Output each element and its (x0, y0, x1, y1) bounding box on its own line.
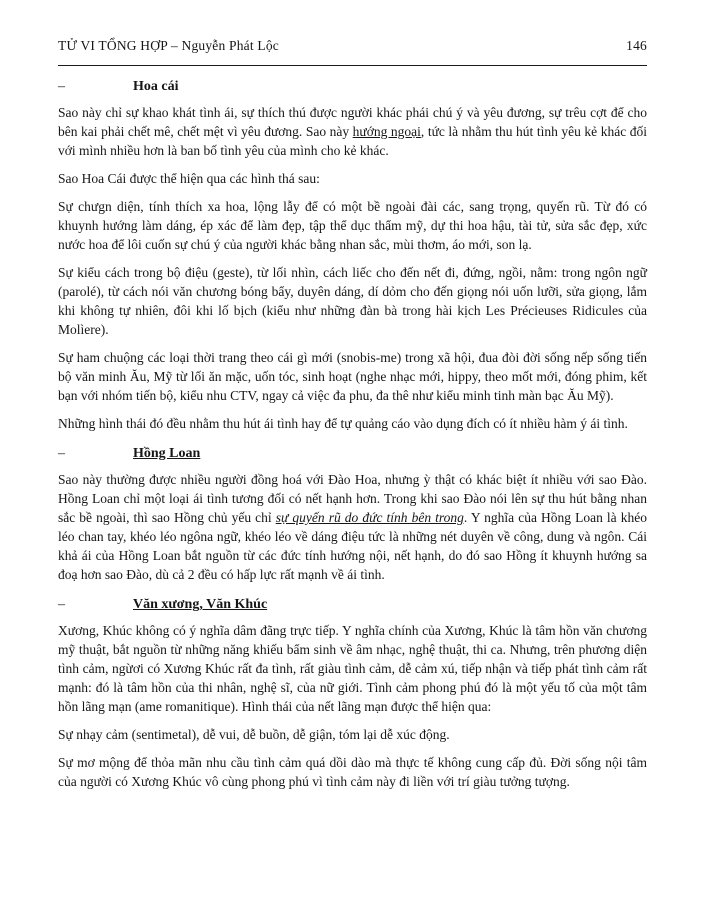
paragraph-text: Sao này chỉ sự khao khát tình ái, sự thích thú được người khác phái chú ý và yêu đương, sự trêu cợt để cho bên kai phải chết mê, chết mệt vì yêu đương. Sao này (58, 105, 647, 139)
underlined-term-huong-ngoai: hướng ngoại (352, 124, 421, 139)
page-number: 146 (626, 38, 647, 53)
paragraph-hong-loan (58, 470, 647, 584)
paragraph-hinh-tha-intro: Sao Hoa Cái được thể hiện qua các hình thá sau: (58, 171, 320, 186)
heading-dash: – (58, 446, 65, 461)
section-heading-van-xuong-van-khuc (58, 597, 647, 613)
page-header (58, 38, 647, 54)
paragraph-text: Sao này thường được nhiều người đồng hoá với Đào Hoa, nhưng ỳ thật có khác biệt ít nhiều với sao Đào. Hồng Loan chỉ một loại ái tình tương đối có nết hạnh hơn. Trong khi sao Đào nói lên sự thu hút bằng nhan sắc bề ngoài, thì sao Hồng chủ yếu chỉ (58, 472, 647, 525)
heading-label: Hồng Loan (133, 446, 201, 461)
paragraph-chung-dien: Sự chưgn diện, tính thích xa hoa, lộng lẫy để có một bề ngoài đài các, sang trọng, quyến rũ. Từ đó có khuynh hướng làm dáng, ép xác để làm đẹp, tập thể dục thẩm mỹ, dự thi hoa hậu, tài tử, sửa sắc đẹp, xức nước hoa để lôi cuốn sự chú ý của người khác bằng nhan sắc, mùi thơm, áo mới, son lạ. (58, 199, 647, 252)
heading-label: Hoa cái (133, 79, 179, 94)
paragraph-mo-mong: Sự mơ mộng để thỏa mãn nhu cầu tình cảm quá dồi dào mà thực tế không cung cấp đủ. Đời sống nội tâm của người có Xương Khúc vô cùng phong phú vì tình cảm này đi liền với trí giàu tưởng tượng. (58, 755, 647, 789)
paragraph-xuong-khuc: Xương, Khúc không có ý nghĩa dâm đãng trực tiếp. Y nghĩa chính của Xương, Khúc là tâm hồn văn chương mỹ thuật, bắt nguồn từ những năng khiếu bẩm sinh về âm nhạc, nghệ thuật, thi ca. Nhưng, trên phương diện tình cảm, ngừơi có Xương Khúc rất đa tình, rất giàu tình cảm, dễ cảm xú, tiếp nhận và tiếp phát tình cảm rất mạnh: đó là tâm hồn của thi nhân, nghệ sĩ, của nữ giới. Tình cảm phong phú đó là một yếu tố của một tâm hồn lãng mạn (ame romanitique). Hình thái của nết lãng mạn được thể hiện qua: (58, 623, 647, 714)
header-rule (58, 65, 647, 66)
heading-dash: – (58, 79, 65, 94)
section-heading-hoa-cai (58, 79, 647, 95)
section-heading-hong-loan (58, 446, 647, 462)
heading-dash: – (58, 597, 65, 612)
heading-label: Văn xương, Văn Khúc (133, 597, 268, 612)
paragraph-text: . Y nghĩa của Hồng Loan là khéo léo chan tay, khéo léo ngôna ngữ, khéo léo về dáng điệu tức là những nét duyên về công, dung và ngôn. Cái khả ái của Hồng Loan bắt nguồn từ các đức tính hướng nội, nết hạnh, do đó sao Hồng ít khuynh hướng sa đoạ hơn sao Đào, dù cả 2 đều có hấp lực rất mạnh về ái tình. (58, 510, 647, 582)
paragraph-khao-khat (58, 103, 647, 160)
paragraph-ham-chuong: Sự ham chuộng các loại thời trang theo cái gì mới (snobis-me) trong xã hội, đua đòi đời sống nếp sống tiến bộ văn minh Ău, Mỹ từ lối ăn mặc, uốn tóc, sinh hoạt (nghe nhạc mới, hippy, theo mốt mới, đóng phim, kết bạn với nhóm tiến bộ, kiểu nhu CTV, ngay cả việc đa phu, đa thê như kiểu minh tinh màn bạc Ău Mỹ). (58, 350, 647, 403)
paragraph-nhung-hinh-thai: Những hình thái đó đều nhằm thu hút ái tình hay để tự quảng cáo vào dụng đích có ít nhiều hàm ý ái tình. (58, 416, 628, 431)
paragraph-text: , tức là nhằm thu hút tình yêu kẻ khác đối với mình nhiều hơn là ban bố tình yêu của mình cho kẻ khác. (58, 124, 647, 158)
italic-underlined-phrase: sự quyến rũ do đức tính bên trong (275, 510, 464, 525)
paragraph-kieu-cach: Sự kiểu cách trong bộ điệu (geste), từ lối nhìn, cách liếc cho đến nết đi, đứng, ngồi, nằm: trong ngôn ngữ (parolé), từ cách nói văn chương bóng bẩy, duyên dáng, dí dỏm cho đến giọng nói uốn lưỡi, sửa giọng, lắm khi không tự nhiên, đôi khi lố bịch (kiểu như những đàn bà trong hài kịch Les Précieuses Ridicules của Molìere). (58, 265, 647, 337)
book-title: TỬ VI TỔNG HỢP – Nguyễn Phát Lộc (58, 38, 279, 53)
paragraph-nhay-cam: Sự nhạy cảm (sentimetal), dễ vui, dễ buồn, dễ giận, tóm lại dễ xúc động. (58, 727, 450, 742)
